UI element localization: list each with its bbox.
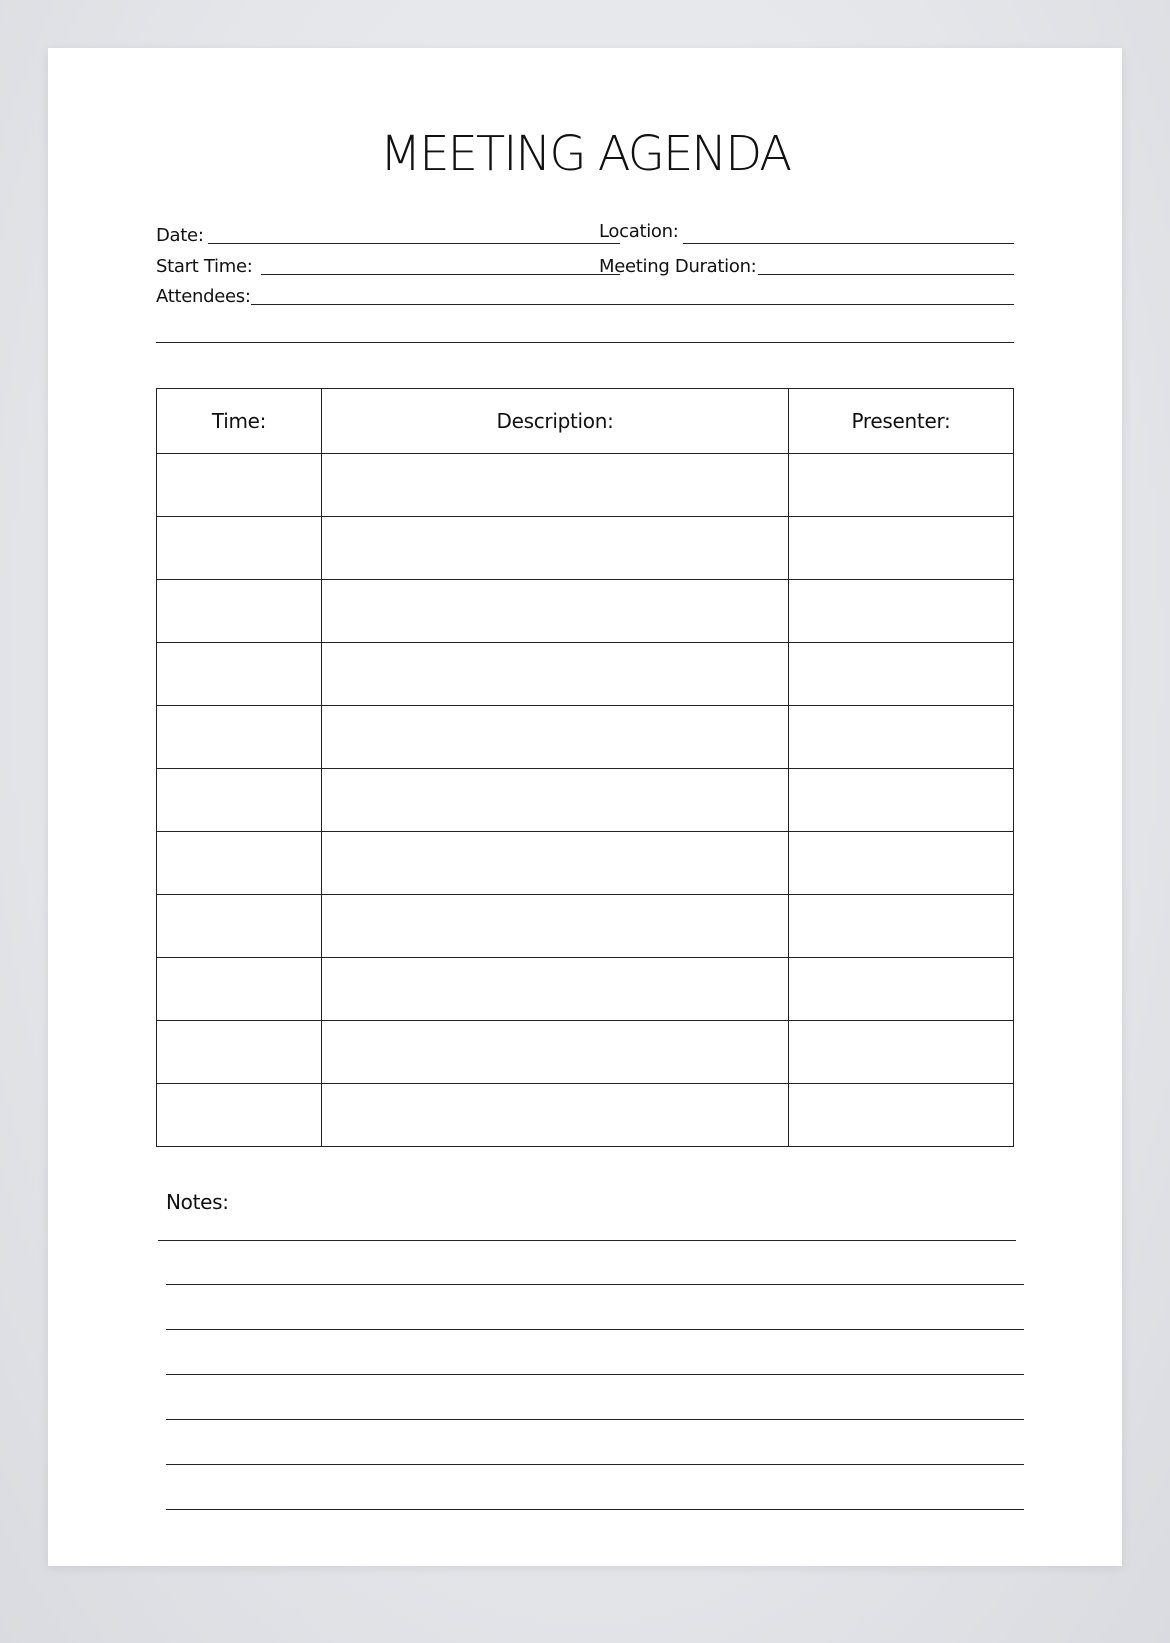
date-line[interactable] [208,242,620,244]
notes-line[interactable] [166,1419,1024,1420]
table-row [157,895,1014,958]
attendees-field[interactable] [156,283,1014,307]
agenda-table [156,388,1014,1147]
time-cell[interactable] [157,517,322,580]
header-time: Time: [157,389,322,454]
presenter-cell[interactable] [789,1021,1014,1084]
agenda-header-row [157,389,1014,454]
table-row [157,580,1014,643]
notes-line[interactable] [166,1464,1024,1465]
start-time-label: Start Time: [156,256,253,277]
description-cell[interactable] [322,769,789,832]
presenter-cell[interactable] [789,832,1014,895]
table-row [157,1084,1014,1147]
attendees-line-2[interactable] [156,342,1014,343]
description-cell[interactable] [322,643,789,706]
time-cell[interactable] [157,706,322,769]
notes-line[interactable] [166,1374,1024,1375]
time-cell[interactable] [157,643,322,706]
header-presenter: Presenter: [789,389,1014,454]
notes-line[interactable] [166,1329,1024,1330]
meeting-duration-line[interactable] [758,273,1014,275]
presenter-cell[interactable] [789,1084,1014,1147]
time-cell[interactable] [157,454,322,517]
table-row [157,454,1014,517]
description-cell[interactable] [322,895,789,958]
presenter-cell[interactable] [789,643,1014,706]
description-cell[interactable] [322,832,789,895]
time-cell[interactable] [157,1021,322,1084]
meeting-duration-field[interactable] [599,253,1014,277]
description-cell[interactable] [322,1084,789,1147]
agenda-sheet [48,48,1122,1566]
description-cell[interactable] [322,454,789,517]
table-row [157,769,1014,832]
presenter-cell[interactable] [789,706,1014,769]
description-cell[interactable] [322,1021,789,1084]
date-label: Date: [156,225,204,246]
table-row [157,1021,1014,1084]
table-row [157,643,1014,706]
description-cell[interactable] [322,706,789,769]
start-time-field[interactable] [156,253,620,277]
notes-label: Notes: [166,1190,229,1214]
header-description: Description: [322,389,789,454]
time-cell[interactable] [157,769,322,832]
table-row [157,958,1014,1021]
notes-line[interactable] [158,1240,1016,1241]
attendees-line[interactable] [251,303,1014,305]
start-time-line[interactable] [261,273,620,275]
attendees-label: Attendees: [156,286,251,307]
table-row [157,706,1014,769]
time-cell[interactable] [157,580,322,643]
description-cell[interactable] [322,580,789,643]
presenter-cell[interactable] [789,958,1014,1021]
time-cell[interactable] [157,1084,322,1147]
time-cell[interactable] [157,832,322,895]
date-field[interactable] [156,222,620,246]
presenter-cell[interactable] [789,769,1014,832]
location-field[interactable] [599,218,1014,242]
table-row [157,832,1014,895]
meeting-duration-label: Meeting Duration: [599,256,757,277]
description-cell[interactable] [322,958,789,1021]
location-label: Location: [599,221,679,242]
time-cell[interactable] [157,895,322,958]
notes-line[interactable] [166,1509,1024,1510]
presenter-cell[interactable] [789,580,1014,643]
presenter-cell[interactable] [789,895,1014,958]
notes-line[interactable] [166,1284,1024,1285]
presenter-cell[interactable] [789,454,1014,517]
time-cell[interactable] [157,958,322,1021]
page-title: MEETING AGENDA [379,126,791,182]
description-cell[interactable] [322,517,789,580]
presenter-cell[interactable] [789,517,1014,580]
location-line[interactable] [683,242,1015,244]
table-row [157,517,1014,580]
